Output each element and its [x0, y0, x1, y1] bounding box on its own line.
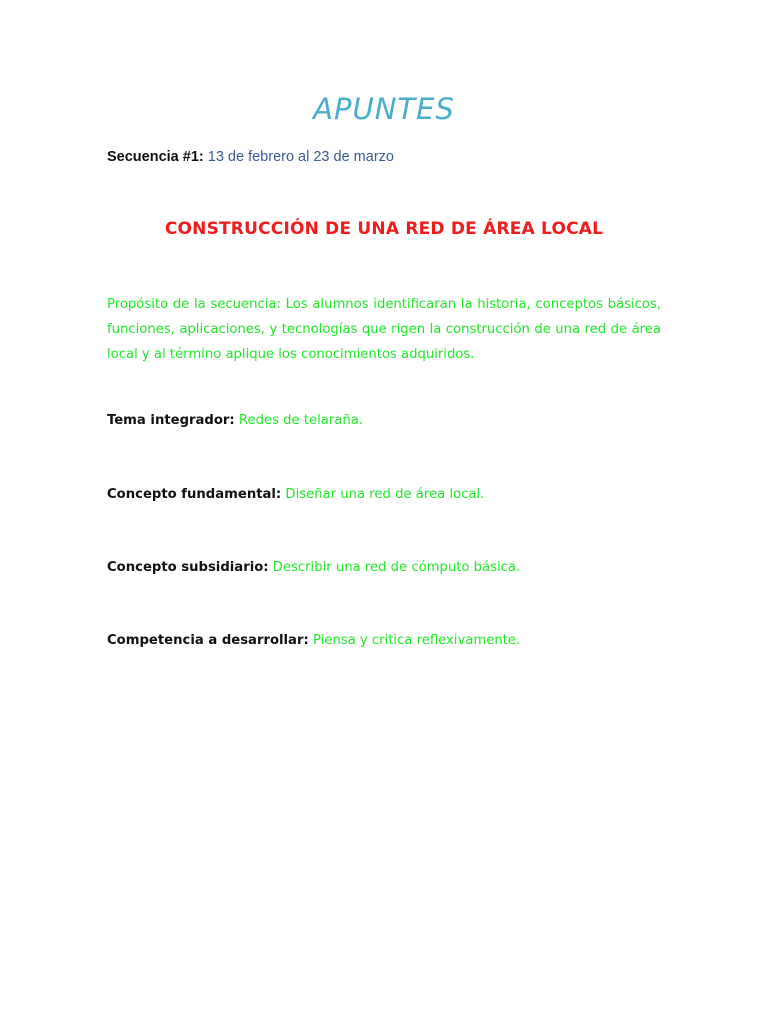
- sequence-line: [107, 149, 394, 165]
- field-value: Redes de telaraña.: [238, 413, 363, 428]
- field-label: Concepto fundamental:: [107, 487, 282, 502]
- field-concepto-subsidiario: [107, 560, 520, 575]
- sequence-dates: 13 de febrero al 23 de marzo: [207, 149, 394, 165]
- field-label: Tema integrador:: [107, 413, 235, 428]
- field-label: Concepto subsidiario:: [107, 560, 269, 575]
- field-label: Competencia a desarrollar:: [107, 633, 309, 648]
- field-value: Piensa y critica reflexivamente.: [312, 633, 521, 648]
- sequence-label: Secuencia #1:: [107, 149, 204, 165]
- field-value: Describir una red de cómputo básica.: [272, 560, 521, 575]
- document-title: APUNTES: [313, 92, 455, 126]
- purpose-paragraph: Propósito de la secuencia: Los alumnos identificaran la historia, conceptos básicos, funciones, aplicaciones, y tecnologías que rigen la construcción de una red de área local y al término aplique los conocimientos adquiridos.: [107, 297, 661, 362]
- section-heading: CONSTRUCCIÓN DE UNA RED DE ÁREA LOCAL: [164, 219, 604, 239]
- field-value: Diseñar una red de área local.: [285, 487, 485, 502]
- field-competencia: [107, 633, 520, 648]
- field-concepto-fundamental: [107, 487, 484, 502]
- field-tema-integrador: [107, 413, 363, 428]
